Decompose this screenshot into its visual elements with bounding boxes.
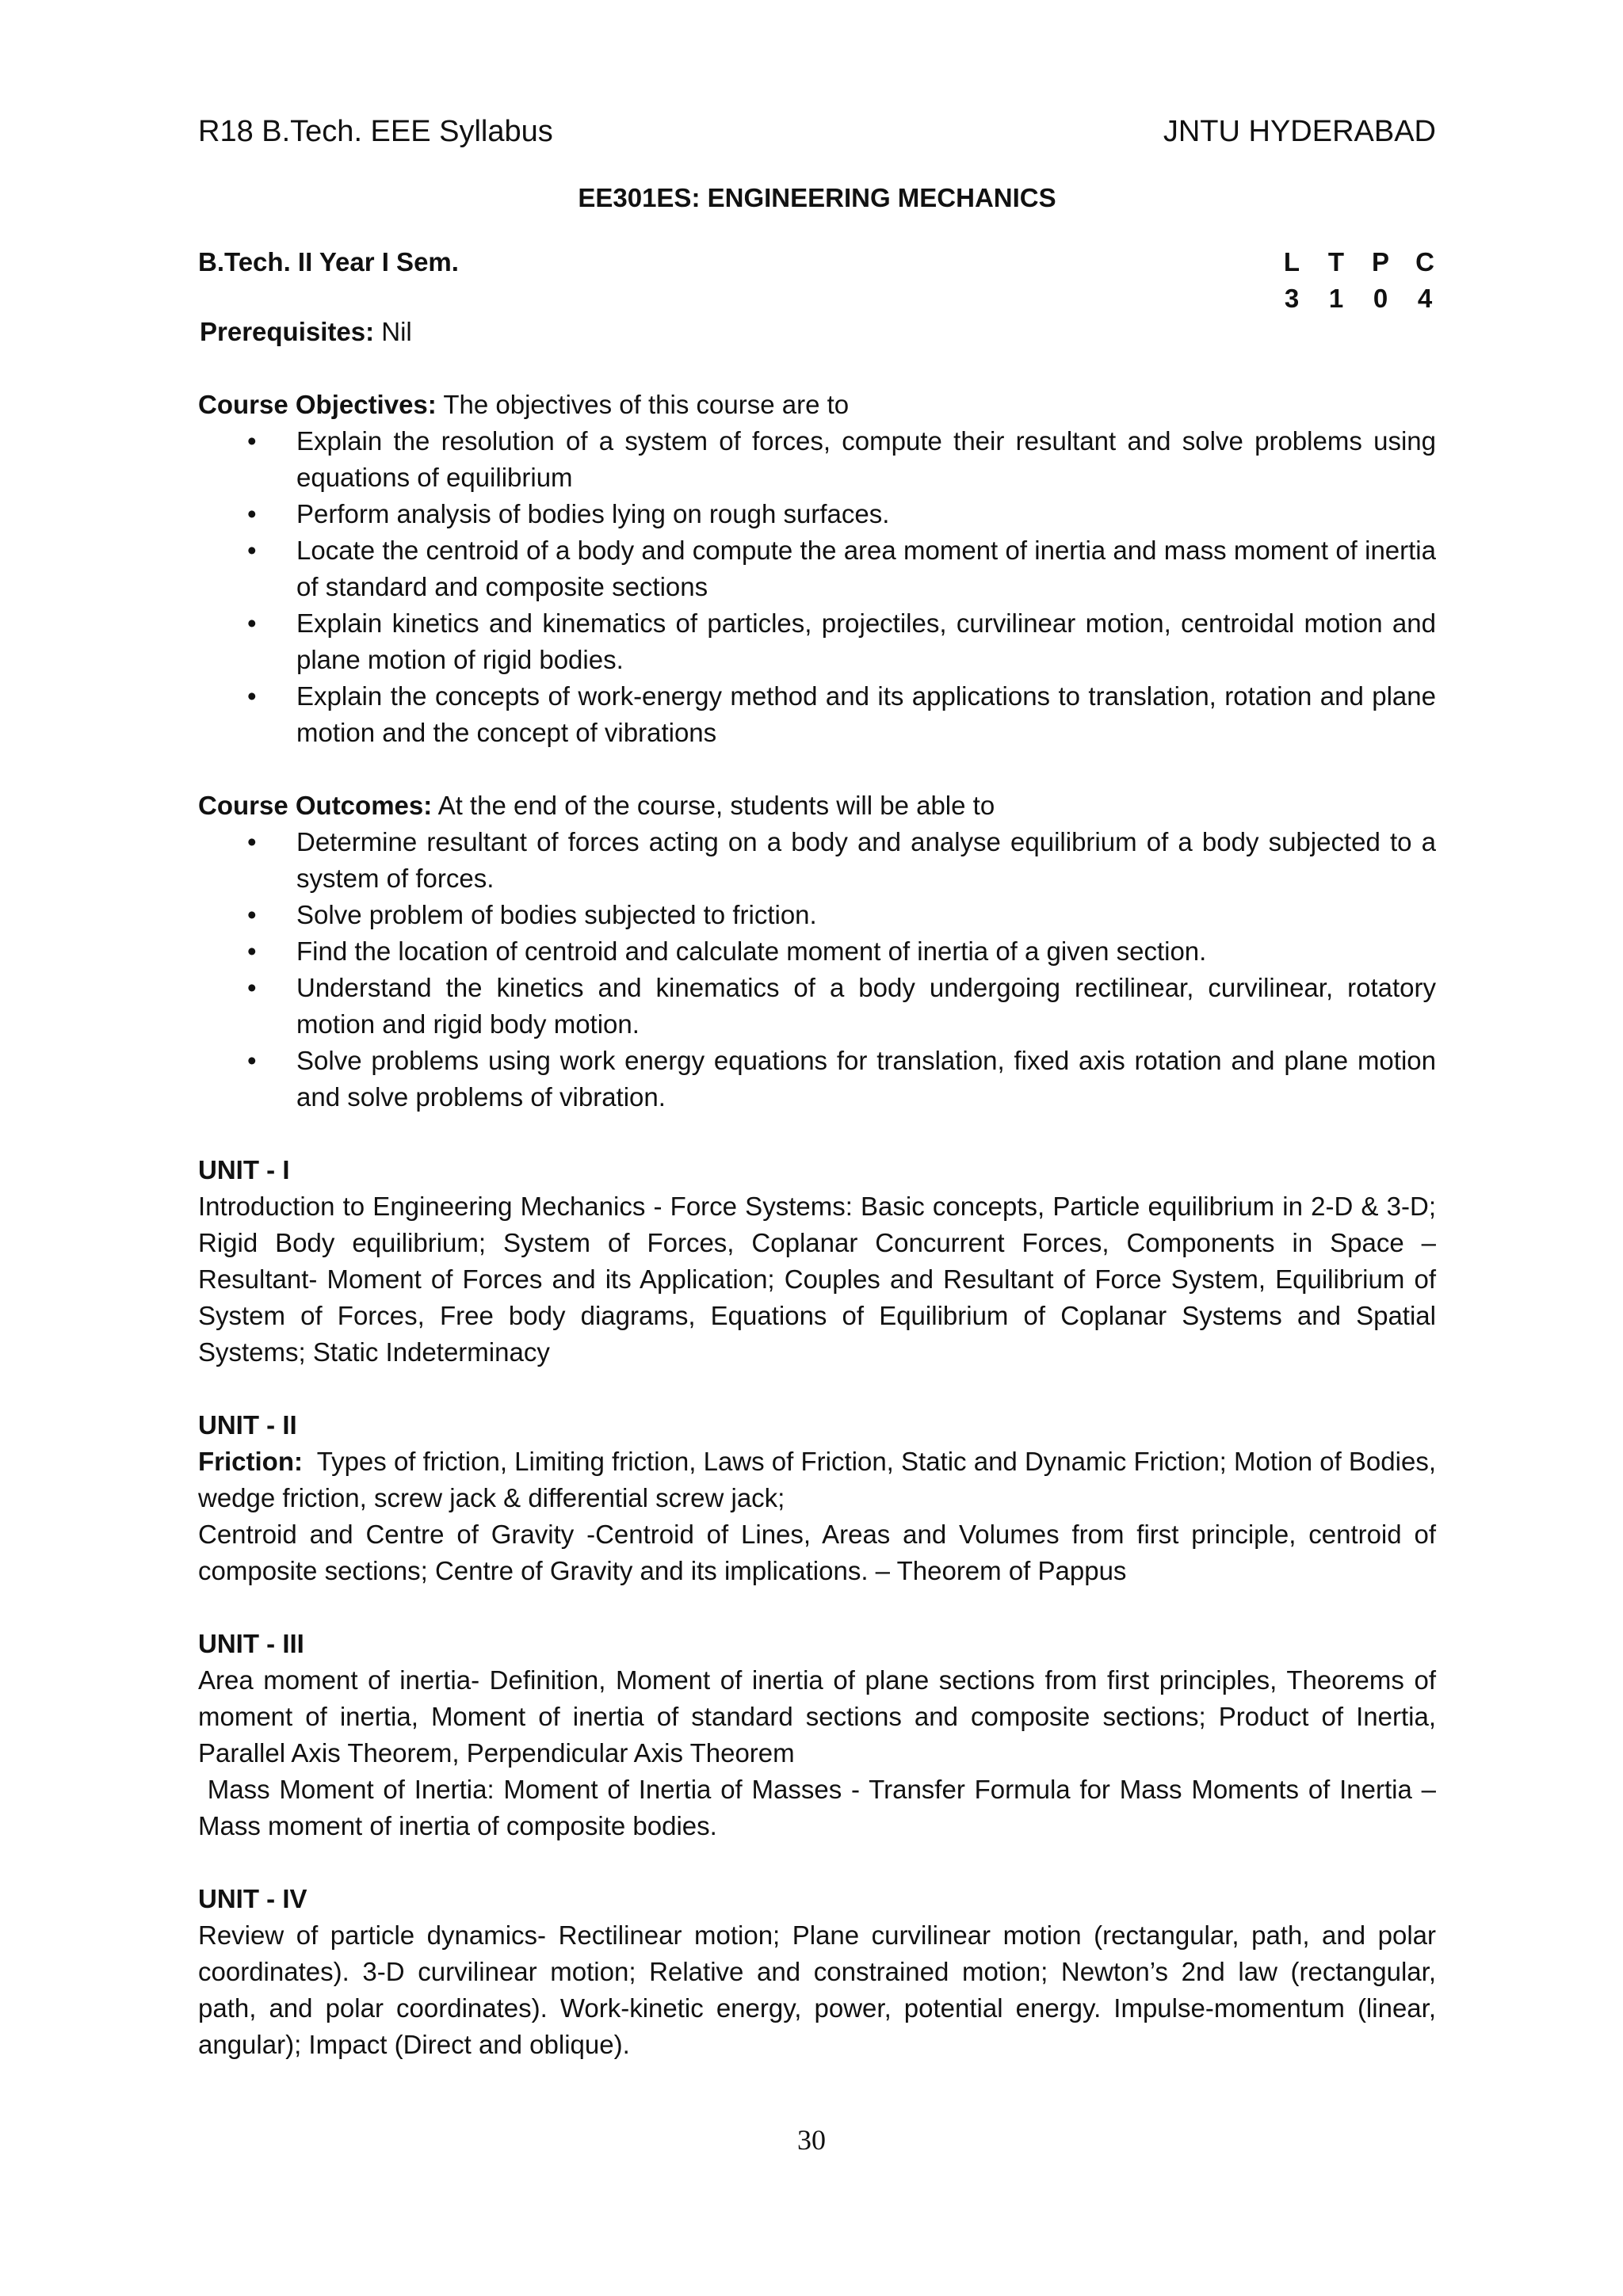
- list-item: • Solve problems using work energy equations for translation, fixed axis rotation and plane motion and solve problems of vibration.: [198, 1043, 1436, 1116]
- list-item: • Find the location of centroid and calculate moment of inertia of a given section.: [198, 933, 1436, 970]
- list-item: • Explain the concepts of work-energy method and its applications to translation, rotation and plane motion and the concept of vibrations: [198, 678, 1436, 751]
- credits-table: [1270, 244, 1447, 317]
- semester-label: B.Tech. II Year I Sem.: [198, 247, 459, 277]
- semester-row: [198, 244, 1436, 317]
- list-item: • Understand the kinetics and kinematics of a body undergoing rectilinear, curvilinear, rotatory motion and rigid body motion.: [198, 970, 1436, 1043]
- list-item: • Determine resultant of forces acting on a body and analyse equilibrium of a body subjected to a system of forces.: [198, 824, 1436, 897]
- bullet-icon: •: [247, 499, 257, 528]
- objectives-intro: The objectives of this course are to: [436, 390, 850, 419]
- unit-3: [198, 1626, 1444, 1844]
- syllabus-page: [198, 111, 1444, 2063]
- unit-title: UNIT - III: [198, 1629, 304, 1658]
- bullet-icon: •: [247, 681, 257, 711]
- credit-value-p: 0: [1373, 284, 1388, 313]
- unit-body-2: Centroid and Centre of Gravity -Centroid of Lines, Areas and Volumes from first principle, centroid of composite sections; Centre of Gravity and its implications. – Theorem of Pappus: [198, 1520, 1436, 1585]
- bullet-icon: •: [247, 973, 257, 1002]
- bullet-icon: •: [247, 1046, 257, 1075]
- bullet-icon: •: [247, 426, 257, 456]
- page-header: [198, 111, 1436, 152]
- credit-value-l: 3: [1284, 284, 1300, 313]
- unit-4: [198, 1881, 1436, 2063]
- unit-body: Friction: Types of friction, Limiting friction, Laws of Friction, Static and Dynamic Friction; Motion of Bodies, wedge friction, screw jack & differential screw jack;: [198, 1447, 1444, 1512]
- credit-label-l: L: [1283, 247, 1300, 277]
- list-item: • Solve problem of bodies subjected to friction.: [198, 897, 1436, 933]
- unit-body: Introduction to Engineering Mechanics - Force Systems: Basic concepts, Particle equilibrium in 2-D & 3-D; Rigid Body equilibrium; System of Forces, Coplanar Concurrent Forces, Components in Space – Resultant- Moment of Forces and its Application; Couples and Resultant of Force System, Equilibrium of System of Forces, Free body diagrams, Equations of Equilibrium of Coplanar Systems and Spatial Systems; Static Indeterminacy: [198, 1192, 1436, 1367]
- outcomes-intro: At the end of the course, students will be able to: [432, 791, 995, 820]
- credit-value-c: 4: [1417, 284, 1433, 313]
- unit-body: Area moment of inertia- Definition, Moment of inertia of plane sections from first principles, Theorems of moment of inertia, Moment of inertia of standard sections and composite sections; Product of Inertia, Parallel Axis Theorem, Perpendicular Axis Theorem: [198, 1665, 1436, 1768]
- bullet-icon: •: [247, 900, 257, 929]
- objectives-label: Course Objectives:: [198, 390, 437, 419]
- course-outcomes: [198, 788, 1436, 1116]
- credit-label-p: P: [1371, 247, 1389, 277]
- objectives-list: [198, 423, 1436, 751]
- bullet-icon: •: [247, 608, 257, 638]
- bullet-icon: •: [247, 936, 257, 966]
- list-item: • Explain the resolution of a system of forces, compute their resultant and solve problems using equations of equilibrium: [198, 423, 1436, 496]
- prerequisites: [200, 314, 1436, 350]
- credit-label-t: T: [1327, 247, 1345, 277]
- bullet-icon: •: [247, 536, 257, 565]
- unit-body: Review of particle dynamics- Rectilinear motion; Plane curvilinear motion (rectangular, path, and polar coordinates). 3-D curvilinear motion; Relative and constrained motion; Newton’s 2nd law (rectangular, path, and polar coordinates). Work-kinetic energy, power, potential energy. Impulse-momentum (linear, angular); Impact (Direct and oblique).: [198, 1920, 1436, 2059]
- header-right: JNTU HYDERABAD: [1163, 115, 1436, 148]
- outcomes-label: Course Outcomes:: [198, 791, 433, 820]
- outcomes-list: [198, 824, 1436, 1116]
- unit-body-2: Mass Moment of Inertia: Moment of Inertia of Masses - Transfer Formula for Mass Moments of Inertia – Mass moment of inertia of composite bodies.: [198, 1775, 1444, 1840]
- list-item: • Explain kinetics and kinematics of particles, projectiles, curvilinear motion, centroidal motion and plane motion of rigid bodies.: [198, 605, 1436, 678]
- prerequisites-label: Prerequisites:: [200, 317, 375, 346]
- credit-value-t: 1: [1328, 284, 1344, 313]
- list-item: • Locate the centroid of a body and compute the area moment of inertia and mass moment of inertia of standard and composite sections: [198, 532, 1436, 605]
- credit-label-c: C: [1415, 247, 1434, 277]
- page-number: 30: [797, 2124, 826, 2156]
- course-title: EE301ES: ENGINEERING MECHANICS: [578, 183, 1056, 212]
- unit-2: [198, 1407, 1444, 1589]
- unit-title: UNIT - II: [198, 1410, 297, 1440]
- list-item: • Perform analysis of bodies lying on rough surfaces.: [198, 496, 1436, 532]
- unit-title: UNIT - I: [198, 1155, 290, 1184]
- bullet-icon: •: [247, 827, 257, 856]
- course-objectives: [198, 387, 1436, 751]
- unit-lead: Friction:: [198, 1447, 303, 1476]
- header-left: R18 B.Tech. EEE Syllabus: [198, 115, 553, 148]
- unit-title: UNIT - IV: [198, 1884, 307, 1913]
- prerequisites-value: Nil: [374, 317, 412, 346]
- unit-1: [198, 1152, 1436, 1371]
